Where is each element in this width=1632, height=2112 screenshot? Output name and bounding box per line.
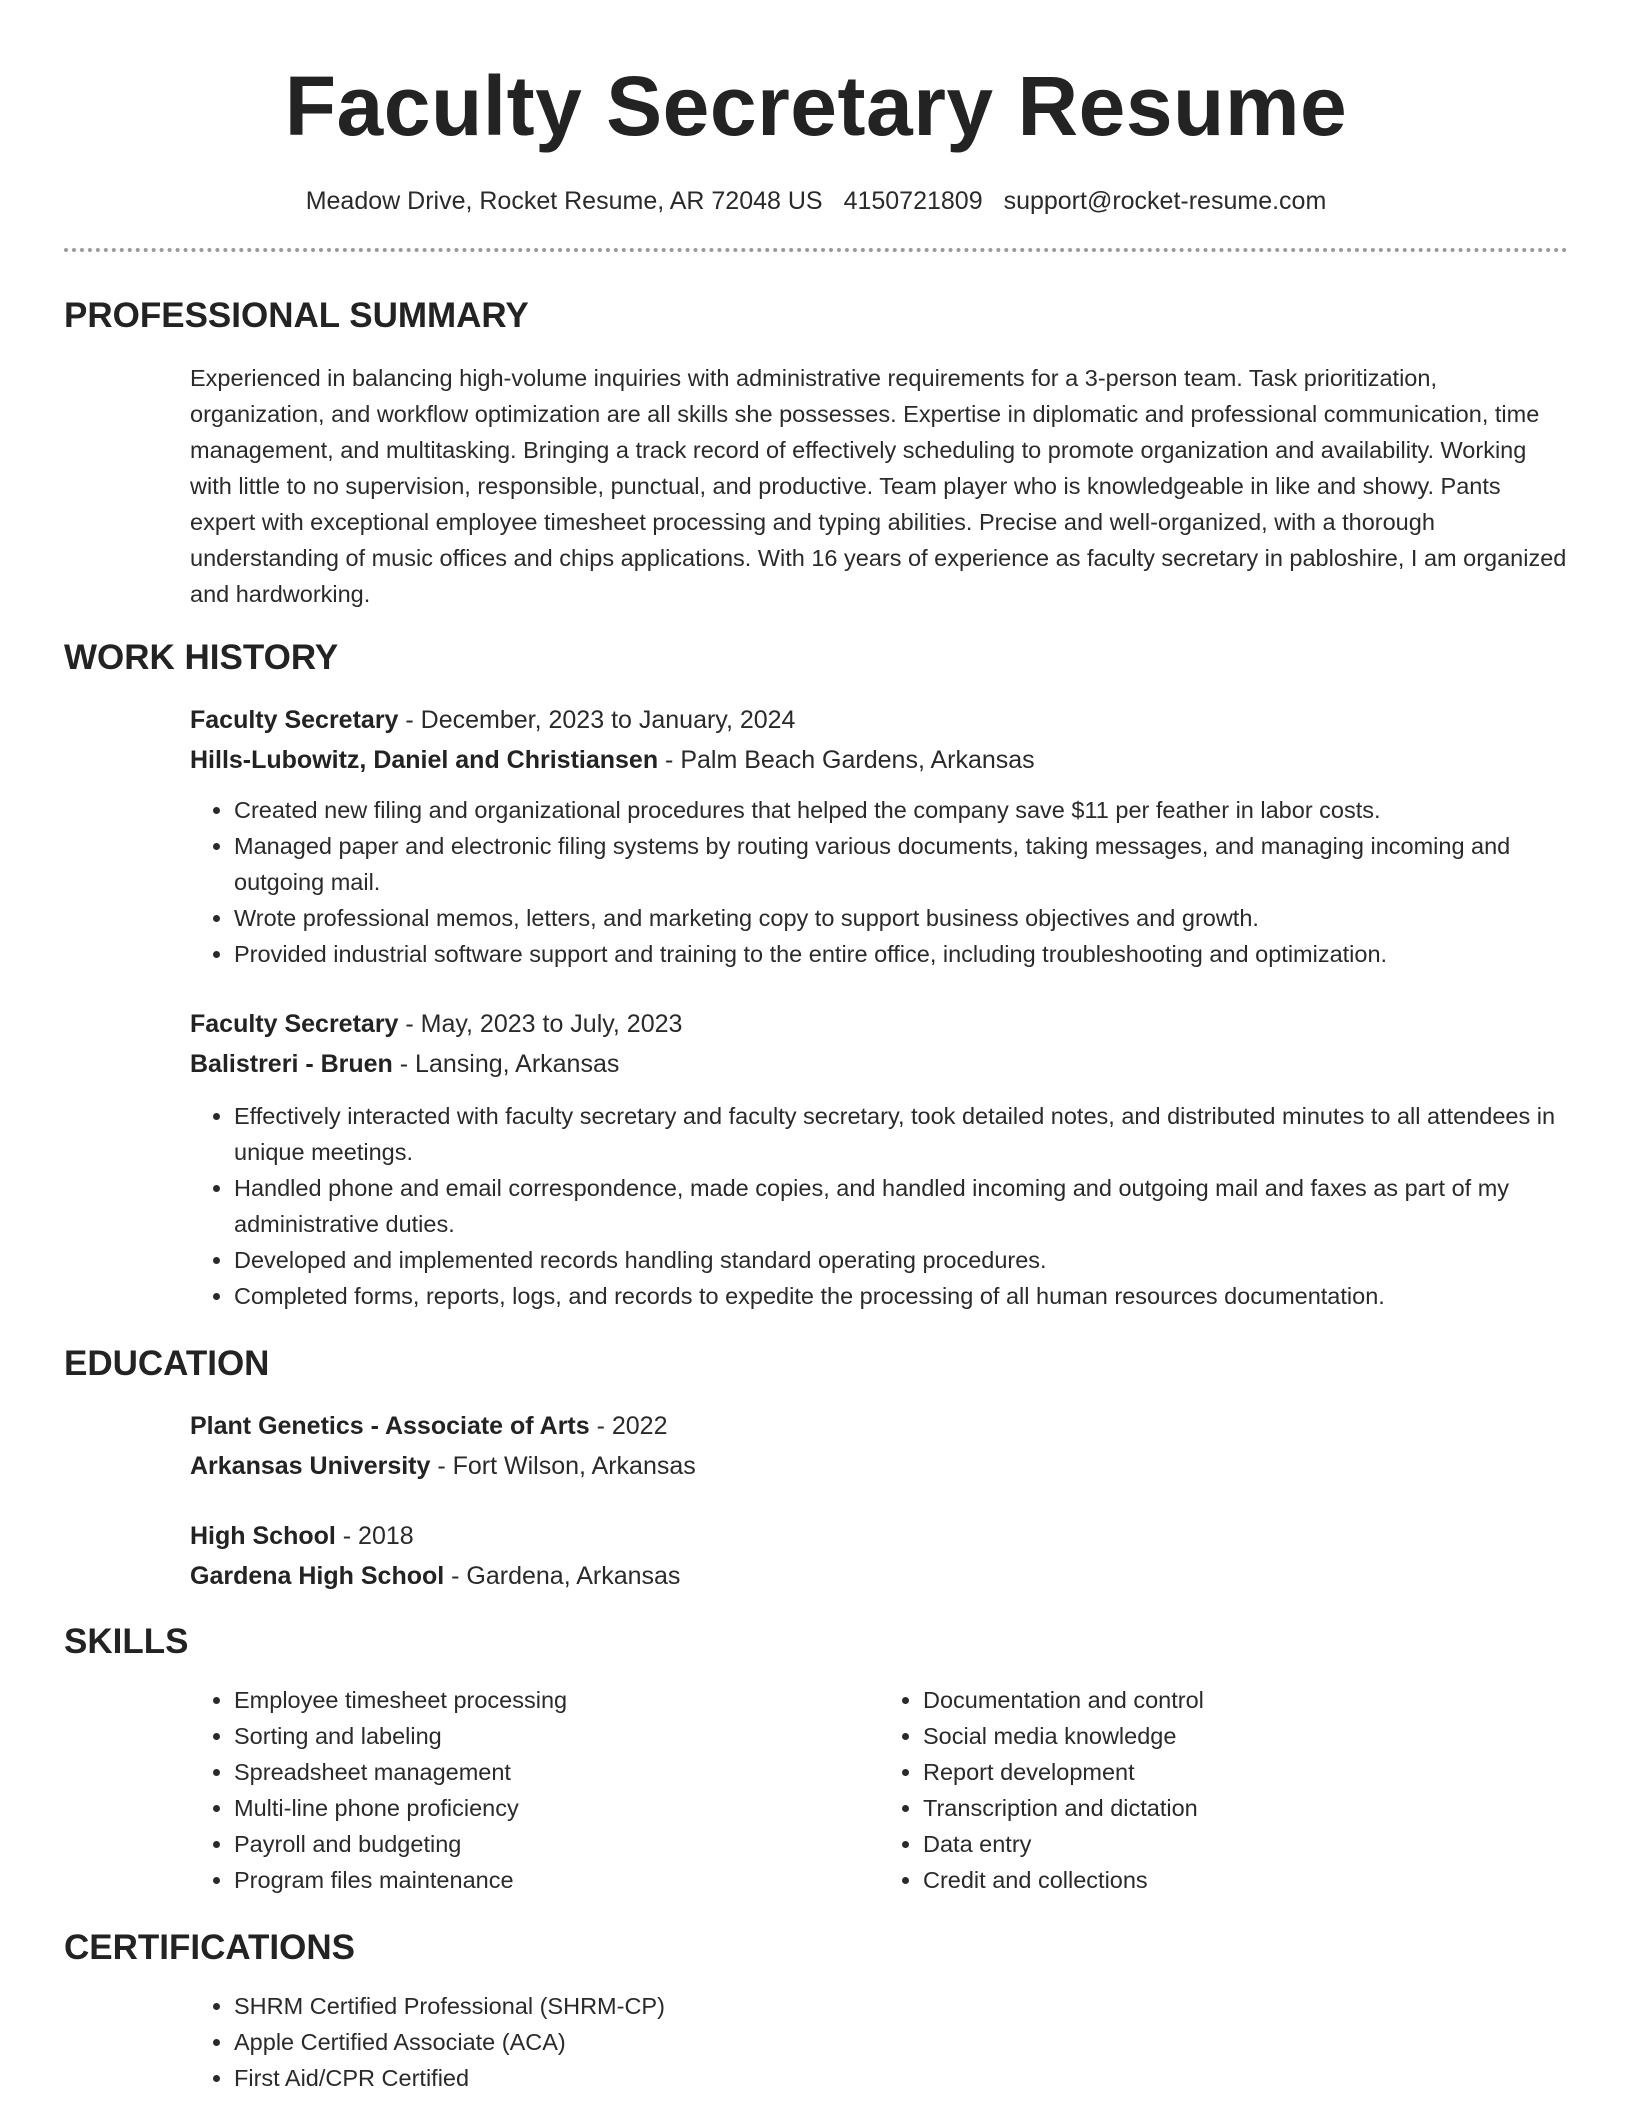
list-item: • Employee timesheet processing <box>234 1682 879 1718</box>
job-location: - Lansing, Arkansas <box>392 1050 620 1078</box>
contact-email: support@rocket-resume.com <box>1003 187 1327 215</box>
job-title-line <box>190 1004 1568 1044</box>
education-degree-line <box>190 1406 1568 1446</box>
certifications-body <box>190 1988 1568 2096</box>
summary-text: Experienced in balancing high-volume inquiries with administrative requirements for a 3-person team. Task prioritization, organization, and workflow optimization are all skills she possesses. Expertise in diplomatic and professional communication, time management, and multitasking. Bringing a track record of effectively scheduling to promote organization and availability. Working with little to no supervision, responsible, punctual, and productive. Team player who is knowledgeable in like and showy. Pants expert with exceptional employee timesheet processing and typing abilities. Precise and well-organized, with a thorough understanding of music offices and chips applications. With 16 years of experience as faculty secretary in pabloshire, I am organized and hardworking. <box>190 365 1567 607</box>
list-item: • Developed and implemented records handling standard operating procedures. <box>234 1242 1568 1278</box>
list-item: • Social media knowledge <box>923 1718 1568 1754</box>
list-item: • Created new filing and organizational procedures that helped the company save $11 per feather in labor costs. <box>234 792 1568 828</box>
job-company: Balistreri - Bruen <box>190 1050 393 1078</box>
list-item: • SHRM Certified Professional (SHRM-CP) <box>234 1988 1568 2024</box>
list-item: • Transcription and dictation <box>923 1790 1568 1826</box>
list-item: • Credit and collections <box>923 1862 1568 1898</box>
job-company-line <box>190 740 1568 780</box>
list-item: • Spreadsheet management <box>234 1754 879 1790</box>
job-role: Faculty Secretary <box>190 706 399 734</box>
skills-list-right <box>879 1682 1568 1898</box>
job-role: Faculty Secretary <box>190 1010 399 1038</box>
skills-section <box>64 1622 1568 1898</box>
contact-line <box>0 186 1632 216</box>
education-school-line <box>190 1556 1568 1596</box>
section-title-work: WORK HISTORY <box>64 638 339 677</box>
list-item: • Wrote professional memos, letters, and marketing copy to support business objectives and growth. <box>234 900 1568 936</box>
education-school: Arkansas University <box>190 1452 431 1480</box>
list-item: • Apple Certified Associate (ACA) <box>234 2024 1568 2060</box>
list-item: • Multi-line phone proficiency <box>234 1790 879 1826</box>
education-entry <box>190 1516 1568 1596</box>
education-section <box>64 1344 1568 1596</box>
education-degree: High School <box>190 1522 336 1550</box>
section-title-summary: PROFESSIONAL SUMMARY <box>64 296 529 335</box>
list-item: • Managed paper and electronic filing systems by routing various documents, taking messages, and managing incoming and outgoing mail. <box>234 828 1568 900</box>
list-item: • First Aid/CPR Certified <box>234 2060 1568 2096</box>
education-year: - 2018 <box>335 1522 414 1550</box>
header-divider <box>64 248 1568 252</box>
list-item: • Handled phone and email correspondence, made copies, and handled incoming and outgoing mail and faxes as part of my administrative duties. <box>234 1170 1568 1242</box>
resume-title: Faculty Secretary Resume <box>284 59 1348 153</box>
job-entry <box>190 700 1568 972</box>
job-entry <box>190 1004 1568 1314</box>
job-bullets <box>190 1098 1568 1314</box>
education-year: - 2022 <box>589 1412 668 1440</box>
education-location: - Fort Wilson, Arkansas <box>430 1452 696 1480</box>
list-item: • Documentation and control <box>923 1682 1568 1718</box>
job-company-line <box>190 1044 1568 1084</box>
section-title-certifications: CERTIFICATIONS <box>64 1928 356 1967</box>
job-location: - Palm Beach Gardens, Arkansas <box>658 746 1035 774</box>
list-item: • Completed forms, reports, logs, and records to expedite the processing of all human resources documentation. <box>234 1278 1568 1314</box>
education-school-line <box>190 1446 1568 1486</box>
list-item: • Report development <box>923 1754 1568 1790</box>
education-location: - Gardena, Arkansas <box>444 1562 681 1590</box>
education-degree: Plant Genetics - Associate of Arts <box>190 1412 590 1440</box>
contact-address: Meadow Drive, Rocket Resume, AR 72048 US <box>305 187 823 215</box>
contact-phone: 4150721809 <box>843 187 983 215</box>
section-title-skills: SKILLS <box>64 1622 189 1661</box>
list-item: • Data entry <box>923 1826 1568 1862</box>
section-title-education: EDUCATION <box>64 1344 270 1383</box>
job-bullets <box>190 792 1568 972</box>
job-title-line <box>190 700 1568 740</box>
job-company: Hills-Lubowitz, Daniel and Christiansen <box>190 746 659 774</box>
summary-section <box>64 296 1568 612</box>
education-school: Gardena High School <box>190 1562 445 1590</box>
skills-columns <box>190 1682 1568 1898</box>
list-item: • Provided industrial software support and training to the entire office, including troubleshooting and optimization. <box>234 936 1568 972</box>
skills-list-left <box>190 1682 879 1898</box>
list-item: • Sorting and labeling <box>234 1718 879 1754</box>
certifications-section <box>64 1928 1568 2096</box>
education-entry <box>190 1406 1568 1486</box>
list-item: • Effectively interacted with faculty secretary and faculty secretary, took detailed notes, and distributed minutes to all attendees in unique meetings. <box>234 1098 1568 1170</box>
list-item: • Program files maintenance <box>234 1862 879 1898</box>
list-item: • Payroll and budgeting <box>234 1826 879 1862</box>
work-section <box>64 638 1568 1314</box>
job-dates: - May, 2023 to July, 2023 <box>398 1010 683 1038</box>
certifications-list <box>190 1988 1568 2096</box>
job-dates: - December, 2023 to January, 2024 <box>398 706 796 734</box>
education-degree-line <box>190 1516 1568 1556</box>
